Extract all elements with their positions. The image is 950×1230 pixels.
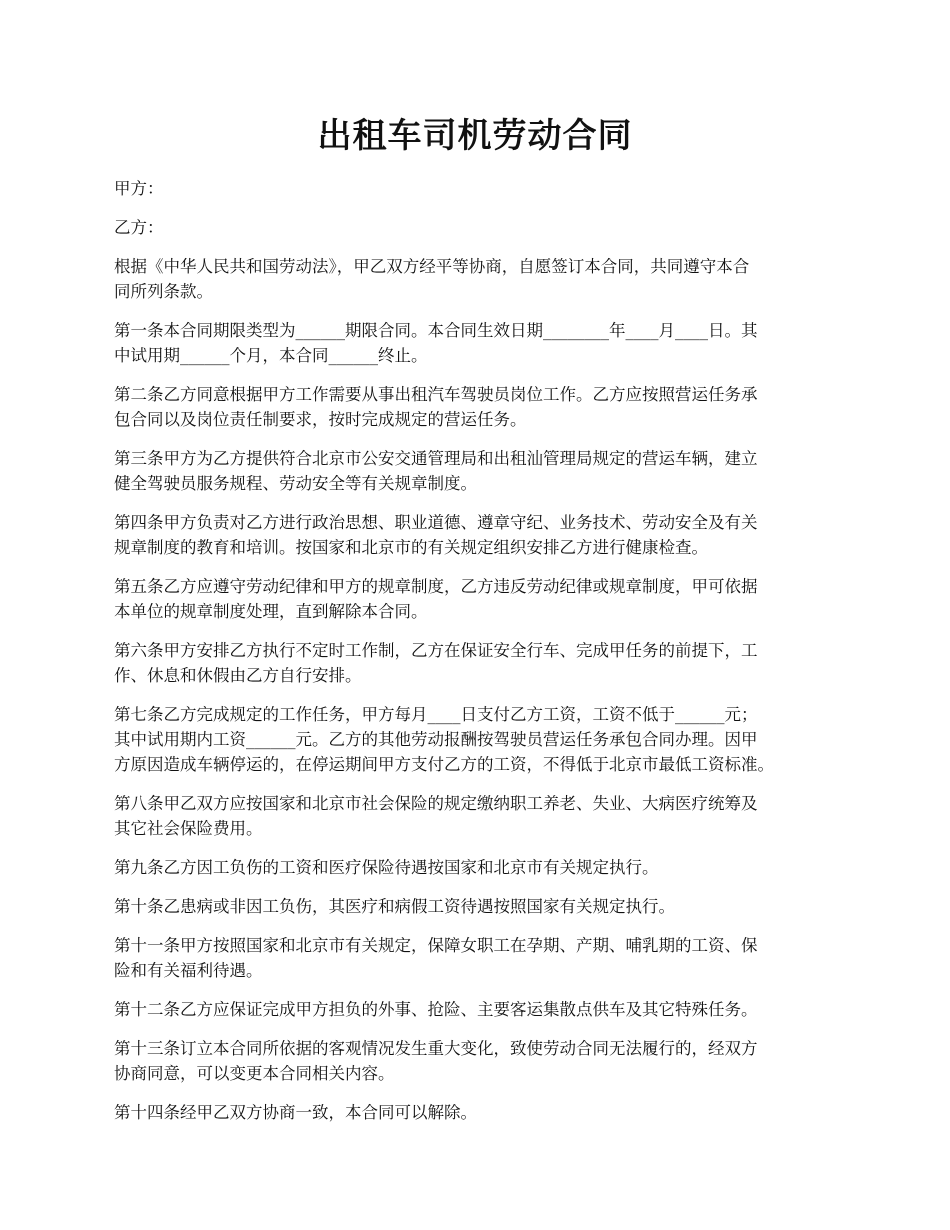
text-line: 第四条甲方负责对乙方进行政治思想、职业道德、遵章守纪、业务技术、劳动安全及有关 xyxy=(114,513,758,532)
article-4-paragraph xyxy=(114,510,844,560)
text-line: 第五条乙方应遵守劳动纪律和甲方的规章制度，乙方违反劳动纪律或规章制度，甲可依据 xyxy=(114,577,758,596)
text-line: 第十四条经甲乙双方协商一致，本合同可以解除。 xyxy=(114,1103,477,1122)
text-line: 同所列条款。 xyxy=(114,282,213,301)
article-3-paragraph xyxy=(114,446,844,496)
party-a-paragraph xyxy=(114,176,844,201)
text-line: 乙方： xyxy=(114,218,164,237)
article-6-paragraph xyxy=(114,638,844,688)
text-line: 第七条乙方完成规定的工作任务，甲方每月____日支付乙方工资，工资不低于______元； xyxy=(114,705,758,724)
party-b-paragraph xyxy=(114,215,844,240)
document-title: 出租车司机劳动合同 xyxy=(317,116,633,156)
text-line: 甲方： xyxy=(114,179,164,198)
text-line: 第十条乙患病或非因工负伤，其医疗和病假工资待遇按照国家有关规定执行。 xyxy=(114,897,675,916)
text-line: 协商同意，可以变更本合同相关内容。 xyxy=(114,1064,395,1083)
text-line: 险和有关福利待遇。 xyxy=(114,961,263,980)
text-line: 其它社会保险费用。 xyxy=(114,819,263,838)
text-line: 健全驾驶员服务规程、劳动安全等有关规章制度。 xyxy=(114,474,477,493)
text-line: 中试用期______个月，本合同______终止。 xyxy=(114,346,428,365)
text-line: 第九条乙方因工负伤的工资和医疗保险待遇按国家和北京市有关规定执行。 xyxy=(114,858,659,877)
text-line: 第二条乙方同意根据甲方工作需要从事出租汽车驾驶员岗位工作。乙方应按照营运任务承 xyxy=(114,385,758,404)
text-line: 其中试用期内工资______元。乙方的其他劳动报酬按驾驶员营运任务承包合同办理。因甲 xyxy=(114,730,758,749)
article-11-paragraph xyxy=(114,933,844,983)
text-line: 本单位的规章制度处理，直到解除本合同。 xyxy=(114,602,428,621)
article-12-paragraph xyxy=(114,997,844,1022)
article-10-paragraph xyxy=(114,894,844,919)
text-line: 包合同以及岗位责任制要求，按时完成规定的营运任务。 xyxy=(114,410,527,429)
article-1-paragraph xyxy=(114,318,844,368)
text-line: 第一条本合同期限类型为______期限合同。本合同生效日期________年____月____日。其 xyxy=(114,321,758,340)
article-9-paragraph xyxy=(114,855,844,880)
text-line: 方原因造成车辆停运的，在停运期间甲方支付乙方的工资，不得低于北京市最低工资标准。 xyxy=(114,755,774,774)
preamble-paragraph xyxy=(114,254,844,304)
text-line: 根据《中华人民共和国劳动法》，甲乙双方经平等协商，自愿签订本合同，共同遵守本合 xyxy=(114,257,750,276)
text-line: 第六条甲方安排乙方执行不定时工作制，乙方在保证安全行车、完成甲任务的前提下，工 xyxy=(114,641,758,660)
article-5-paragraph xyxy=(114,574,844,624)
text-line: 第十二条乙方应保证完成甲方担负的外事、抢险、主要客运集散点供车及其它特殊任务。 xyxy=(114,1000,758,1019)
article-8-paragraph xyxy=(114,791,844,841)
document-body xyxy=(114,176,844,1139)
article-2-paragraph xyxy=(114,382,844,432)
text-line: 第十一条甲方按照国家和北京市有关规定，保障女职工在孕期、产期、哺乳期的工资、保 xyxy=(114,936,758,955)
text-line: 作、休息和休假由乙方自行安排。 xyxy=(114,666,362,685)
text-line: 第八条甲乙双方应按国家和北京市社会保险的规定缴纳职工养老、失业、大病医疗统筹及 xyxy=(114,794,758,813)
text-line: 第三条甲方为乙方提供符合北京市公安交通管理局和出租汕管理局规定的营运车辆，建立 xyxy=(114,449,758,468)
article-7-paragraph xyxy=(114,702,844,777)
article-13-paragraph xyxy=(114,1036,844,1086)
text-line: 规章制度的教育和培训。按国家和北京市的有关规定组织安排乙方进行健康检查。 xyxy=(114,538,708,557)
article-14-paragraph xyxy=(114,1100,844,1125)
text-line: 第十三条订立本合同所依据的客观情况发生重大变化，致使劳动合同无法履行的，经双方 xyxy=(114,1039,758,1058)
